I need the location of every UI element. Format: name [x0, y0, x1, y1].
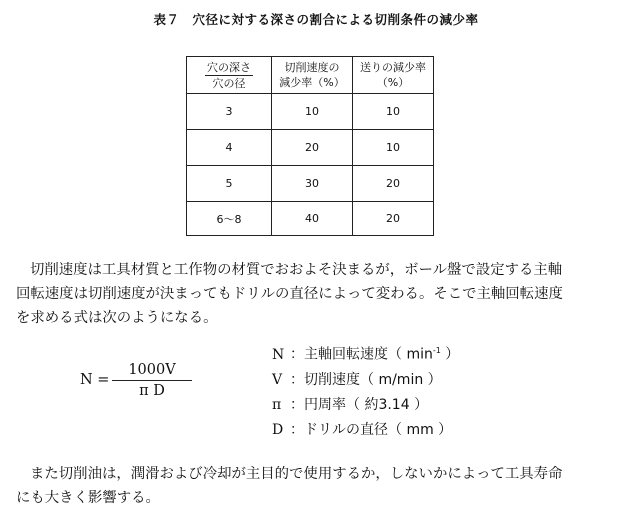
paragraph-spindle-speed: 切削速度は工具材質と工作物の材質でおおよそ決まるが，ボール盤で設定する主軸 回転速度は切削速度が決まってもドリルの直径によって変わる。そこで主軸回転速度 を求める式は次のようになる。	[16, 262, 563, 326]
reduction-rate-table	[186, 56, 434, 236]
cell-speed: 10	[272, 94, 353, 130]
header-feed-line2: （%）	[376, 76, 410, 89]
cell-speed: 30	[272, 166, 353, 202]
legend-superscript: -1	[432, 346, 441, 355]
header-depth-label: 穴の深さ	[207, 60, 251, 74]
legend-text: ：主軸回転速度（ min	[290, 346, 433, 363]
table-caption: 表７ 穴径に対する深さの割合による切削条件の減少率	[153, 12, 479, 27]
table-header-row	[187, 57, 434, 94]
table-row	[187, 166, 434, 202]
paragraph-cutting-oil: また切削油は，潤滑および冷却が主目的で使用するか，しないかによって工具寿命 にも大きく影響する。	[16, 466, 563, 506]
legend-item	[272, 393, 459, 418]
legend-symbol: D	[272, 421, 284, 438]
legend-symbol: N	[272, 346, 285, 363]
header-feed-reduction	[353, 57, 434, 94]
cell-feed: 20	[353, 166, 434, 202]
header-speed-reduction	[272, 57, 353, 94]
legend-text: ：切削速度（ m/min ）	[290, 371, 442, 388]
formula-fraction	[112, 362, 192, 399]
formula-legend	[272, 338, 459, 443]
cell-ratio: 6～8	[187, 202, 272, 236]
cell-feed: 10	[353, 94, 434, 130]
table-row	[187, 202, 434, 236]
table-row	[187, 130, 434, 166]
legend-item	[272, 418, 459, 443]
header-feed-line1: 送りの減少率	[360, 61, 426, 74]
cell-ratio: 4	[187, 130, 272, 166]
table-row	[187, 94, 434, 130]
legend-symbol: π	[272, 396, 282, 413]
formula-numerator: 1000V	[112, 362, 192, 381]
header-diameter-label: 穴の径	[212, 76, 246, 90]
formula-lhs: N =	[80, 372, 110, 388]
legend-symbol: V	[272, 371, 283, 388]
header-speed-line1: 切削速度の	[284, 61, 340, 74]
header-depth-ratio	[187, 57, 272, 94]
legend-text: ：円周率（ 約3.14 ）	[290, 396, 429, 413]
cell-ratio: 5	[187, 166, 272, 202]
cell-ratio: 3	[187, 94, 272, 130]
cell-speed: 20	[272, 130, 353, 166]
cell-feed: 20	[353, 202, 434, 236]
cell-feed: 10	[353, 130, 434, 166]
legend-tail: ）	[440, 346, 460, 363]
formula-denominator: π D	[139, 383, 165, 399]
legend-item	[272, 338, 459, 368]
header-speed-line2: 減少率（%）	[279, 76, 345, 89]
cell-speed: 40	[272, 202, 353, 236]
legend-text: ：ドリルの直径（ mm ）	[290, 421, 453, 438]
legend-item	[272, 368, 459, 393]
